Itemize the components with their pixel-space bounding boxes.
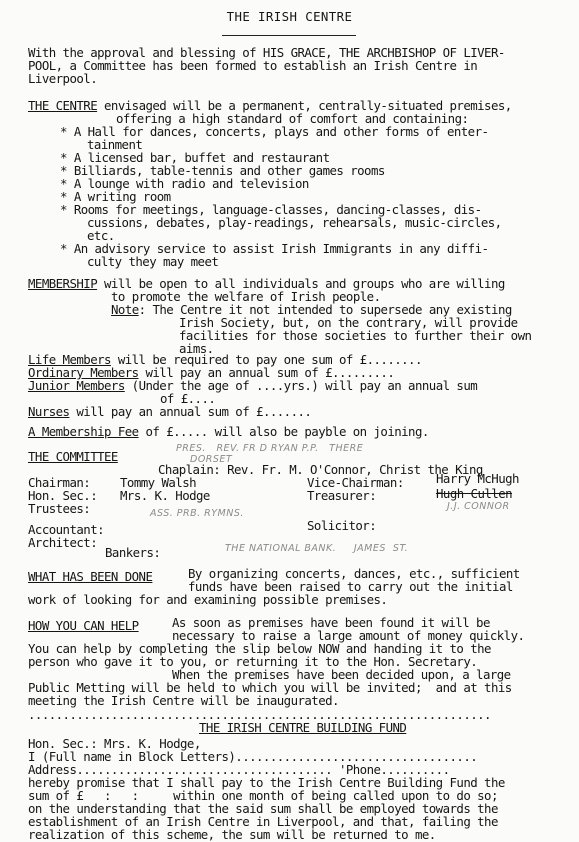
membership-lead: MEMBERSHIP will be open to all individuals and groups who are willing	[28, 276, 505, 291]
fund-line: on the understanding that the said sum shall be employed towards the	[28, 801, 498, 816]
nurses: Nurses will pay an annual sum of £.......	[28, 404, 312, 419]
tear-off-separator: ...................................................................	[28, 708, 491, 721]
ordinary-members: Ordinary Members will pay an annual sum of £.........	[28, 365, 395, 380]
fund-name-field: I (Full name in Block Letters)...................................	[28, 749, 478, 764]
centre-item-cont: cussions, debates, play-readings, rehearsals, music-circles,	[87, 215, 502, 230]
treasurer-name: Hugh Cullen	[436, 486, 513, 501]
centre-item: * A lounge with radio and television	[60, 176, 309, 191]
title-rule	[222, 35, 356, 36]
trustees-label: Trustees:	[28, 501, 91, 516]
membership-fee: A Membership Fee of £..... will also be payble on joining.	[28, 424, 429, 439]
help-line: When the premises have been decided upon, a large	[172, 667, 511, 682]
handwritten-president-2: DORSET	[190, 454, 233, 465]
help-line: You can help by completing the slip below NOW and handing it to the	[28, 641, 491, 656]
accountant-label: Accountant:	[28, 522, 105, 537]
handwritten-president: PRES. REV. FR D RYAN P.P. THERE	[176, 443, 364, 454]
help-line: person who gave it to you, or returning it to the Hon. Secretary.	[28, 654, 478, 669]
life-members: Life Members will be required to pay one sum of £........	[28, 352, 422, 367]
intro-line: Liverpool.	[28, 71, 98, 86]
junior-members-cont: of £....	[160, 391, 216, 406]
membership-heading: MEMBERSHIP	[28, 276, 98, 291]
centre-item: * A licensed bar, buffet and restaurant	[60, 150, 330, 165]
junior-members: Junior Members (Under the age of ....yrs.) will pay an annual sum	[28, 378, 478, 393]
help-line: meeting the Irish Centre will be inaugurated.	[28, 693, 339, 708]
vice-chairman-label: Vice-Chairman:	[307, 475, 404, 490]
membership-line: to promote the welfare of Irish people.	[111, 289, 381, 304]
done-line: funds have been raised to carry out the initial	[188, 579, 513, 594]
fund-line: Hon. Sec.: Mrs. K. Hodge,	[28, 736, 201, 751]
centre-heading: THE CENTRE	[28, 98, 98, 113]
note-label: Note	[111, 302, 139, 317]
committee-heading: THE COMMITTEE	[28, 449, 118, 464]
solicitor-label: Solicitor:	[307, 518, 377, 533]
fund-line: hereby promise that I shall pay to the Irish Centre Building Fund the	[28, 775, 505, 790]
handwritten-trustees: ASS. PRB. RYMNS.	[150, 508, 244, 519]
treasurer-label: Treasurer:	[307, 488, 377, 503]
fund-heading: THE IRISH CENTRE BUILDING FUND	[199, 720, 407, 735]
centre-lead-line: offering a high standard of comfort and containing:	[116, 111, 469, 126]
architect-label: Architect:	[28, 535, 98, 550]
centre-item-cont: culty they may meet	[87, 254, 219, 269]
centre-item: * An advisory service to assist Irish Immigrants in any diffi-	[60, 241, 489, 256]
done-line: work of looking for and examining possible premises.	[28, 592, 388, 607]
secretary-label: Hon. Sec.:	[28, 488, 98, 503]
chairman-name: Tommy Walsh	[120, 475, 197, 490]
fund-line: realization of this scheme, the sum will be returned to me.	[28, 827, 436, 842]
handwritten-bankers: THE NATIONAL BANK. JAMES ST.	[225, 543, 409, 554]
fund-address-field: Address..................................... 'Phone..........	[28, 762, 450, 777]
fund-line: establishment of an Irish Centre in Liverpool, and that, failing the	[28, 814, 498, 829]
secretary-name: Mrs. K. Hodge	[120, 488, 210, 503]
membership-note: Note: The Centre it not intended to supersede any existing	[111, 302, 512, 317]
membership-note-line: aims.	[179, 341, 214, 356]
centre-item: * A writing room	[60, 189, 171, 204]
intro-line: POOL, a Committee has been formed to establish an Irish Centre in	[28, 58, 478, 73]
centre-item-cont: tainment	[87, 137, 143, 152]
page-title: THE IRISH CENTRE	[226, 9, 353, 24]
help-line: Public Metting will be held to which you will be invited; and at this	[28, 680, 512, 695]
centre-lead: THE CENTRE envisaged will be a permanent, centrally-situated premises,	[28, 98, 512, 113]
bankers-label: Bankers:	[105, 545, 161, 560]
help-heading: HOW YOU CAN HELP	[28, 618, 139, 633]
vice-chairman-name: Harry McHugh	[436, 471, 519, 486]
membership-note-line: facilities for those societies to further their own	[179, 328, 532, 343]
centre-item: * Rooms for meetings, language-classes, dancing-classes, dis-	[60, 202, 482, 217]
intro-line: With the approval and blessing of HIS GRACE, THE ARCHBISHOP OF LIVER-	[28, 45, 505, 60]
centre-item-cont: etc.	[87, 228, 115, 243]
centre-item: * Billiards, table-tennis and other games rooms	[60, 163, 385, 178]
membership-note-line: Irish Society, but, on the contrary, will provide	[179, 315, 518, 330]
fund-sum-field: sum of £ : : within one month of being called upon to do so;	[28, 788, 498, 803]
centre-item: * A Hall for dances, concerts, plays and other forms of enter-	[60, 124, 489, 139]
chaplain: Chaplain: Rev. Fr. M. O'Connor, Christ the King	[158, 462, 483, 477]
chairman-label: Chairman:	[28, 475, 91, 490]
help-line: As soon as premises have been found it will be	[172, 615, 490, 630]
help-line: necessary to raise a large amount of money quickly.	[172, 628, 525, 643]
handwritten-treasurer: J.J. CONNOR	[447, 501, 510, 512]
done-line: By organizing concerts, dances, etc., sufficient	[188, 566, 520, 581]
done-heading: WHAT HAS BEEN DONE	[28, 569, 153, 584]
